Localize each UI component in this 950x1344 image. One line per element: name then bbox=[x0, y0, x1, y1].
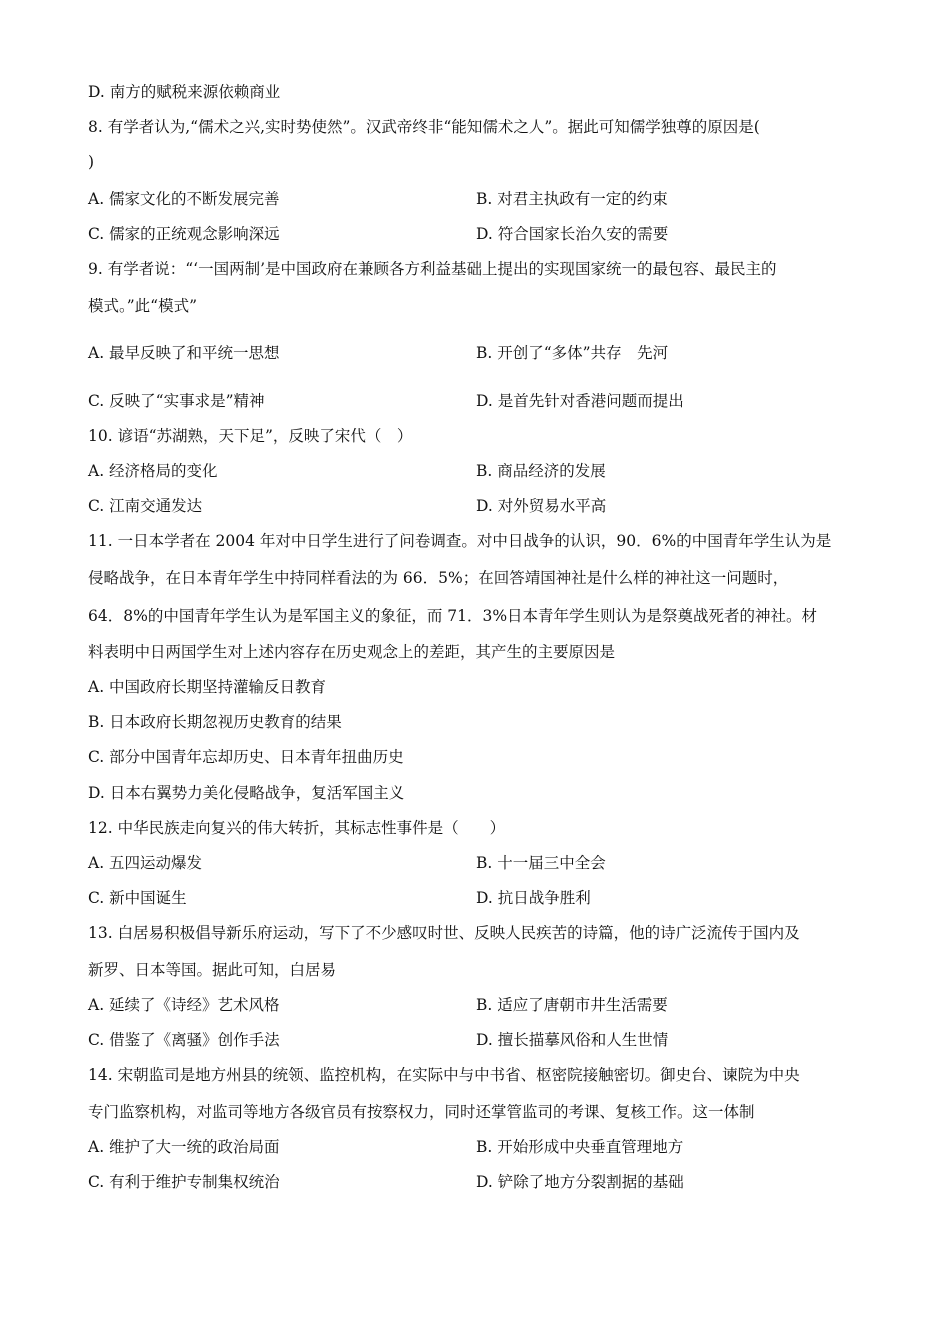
q13-stem-line2: 新罗、日本等国。据此可知，白居易 bbox=[88, 961, 337, 979]
q9-option-c: C. 反映了“实事求是”精神 bbox=[88, 392, 265, 410]
q10-option-d: D. 对外贸易水平高 bbox=[476, 497, 607, 515]
q11-option-b: B. 日本政府长期忽视历史教育的结果 bbox=[88, 713, 342, 731]
q13-option-c: C. 借鉴了《离骚》创作手法 bbox=[88, 1031, 280, 1049]
q11-stem-line1: 11. 一日本学者在 2004 年对中日学生进行了问卷调查。对中日战争的认识，90．6%的中国青年学生认为是 bbox=[88, 532, 832, 550]
q10-option-b: B. 商品经济的发展 bbox=[476, 462, 606, 480]
q8-option-c: C. 儒家的正统观念影响深远 bbox=[88, 225, 280, 243]
q14-option-d: D. 铲除了地方分裂割据的基础 bbox=[476, 1173, 684, 1191]
q8-option-a: A. 儒家文化的不断发展完善 bbox=[88, 190, 280, 208]
q11-option-c: C. 部分中国青年忘却历史、日本青年扭曲历史 bbox=[88, 748, 404, 766]
q9-stem-line1: 9. 有学者说：“‘一国两制’是中国政府在兼顾各方利益基础上提出的实现国家统一的最包容、最民主的 bbox=[88, 260, 777, 278]
q8-option-d: D. 符合国家长治久安的需要 bbox=[476, 225, 669, 243]
q13-option-d: D. 擅长描摹风俗和人生世情 bbox=[476, 1031, 669, 1049]
q9-stem-line2: 模式。”此“模式” bbox=[88, 297, 198, 315]
q14-stem-line2: 专门监察机构，对监司等地方各级官员有按察权力，同时还掌管监司的考课、复核工作。这一体制 bbox=[88, 1103, 755, 1121]
q10-option-c: C. 江南交通发达 bbox=[88, 497, 203, 515]
q11-stem-line4: 料表明中日两国学生对上述内容存在历史观念上的差距，其产生的主要原因是 bbox=[88, 643, 616, 661]
q13-option-b: B. 适应了唐朝市井生活需要 bbox=[476, 996, 668, 1014]
q11-stem-line3: 64．8%的中国青年学生认为是军国主义的象征，而 71．3%日本青年学生则认为是祭奠战死者的神社。材 bbox=[88, 607, 818, 625]
q8-option-b: B. 对君主执政有一定的约束 bbox=[476, 190, 668, 208]
q14-stem-line1: 14. 宋朝监司是地方州县的统领、监控机构，在实际中与中书省、枢密院接触密切。御史台、谏院为中央 bbox=[88, 1066, 800, 1084]
q11-option-d: D. 日本右翼势力美化侵略战争，复活军国主义 bbox=[88, 784, 405, 802]
q7-option-d: D. 南方的赋税来源依赖商业 bbox=[88, 83, 281, 101]
q11-stem-line2: 侵略战争，在日本青年学生中持同样看法的为 66．5%；在回答靖国神社是什么样的神社这一问题时， bbox=[88, 569, 789, 587]
q12-option-a: A. 五四运动爆发 bbox=[88, 854, 203, 872]
q9-option-a: A. 最早反映了和平统一思想 bbox=[88, 344, 280, 362]
q14-option-b: B. 开始形成中央垂直管理地方 bbox=[476, 1138, 684, 1156]
q13-stem-line1: 13. 白居易积极倡导新乐府运动，写下了不少感叹时世、反映人民疾苦的诗篇，他的诗广泛流传于国内及 bbox=[88, 924, 800, 942]
q8-stem-line1: 8. 有学者认为,“儒术之兴,实时势使然”。汉武帝终非“能知儒术之人”。据此可知儒学独尊的原因是( bbox=[88, 118, 760, 136]
q14-option-a: A. 维护了大一统的政治局面 bbox=[88, 1138, 280, 1156]
q9-option-b: B. 开创了“多体”共存 先河 bbox=[476, 344, 669, 362]
q12-option-d: D. 抗日战争胜利 bbox=[476, 889, 591, 907]
q10-option-a: A. 经济格局的变化 bbox=[88, 462, 218, 480]
q12-stem: 12. 中华民族走向复兴的伟大转折，其标志性事件是（ ） bbox=[88, 819, 506, 837]
q12-option-c: C. 新中国诞生 bbox=[88, 889, 187, 907]
q8-stem-line2: ) bbox=[88, 153, 95, 171]
q13-option-a: A. 延续了《诗经》艺术风格 bbox=[88, 996, 280, 1014]
q9-option-d: D. 是首先针对香港问题而提出 bbox=[476, 392, 684, 410]
q12-option-b: B. 十一届三中全会 bbox=[476, 854, 606, 872]
q11-option-a: A. 中国政府长期坚持灌输反日教育 bbox=[88, 678, 327, 696]
q14-option-c: C. 有利于维护专制集权统治 bbox=[88, 1173, 280, 1191]
q10-stem: 10. 谚语“苏湖熟，天下足”，反映了宋代（ ） bbox=[88, 427, 413, 445]
